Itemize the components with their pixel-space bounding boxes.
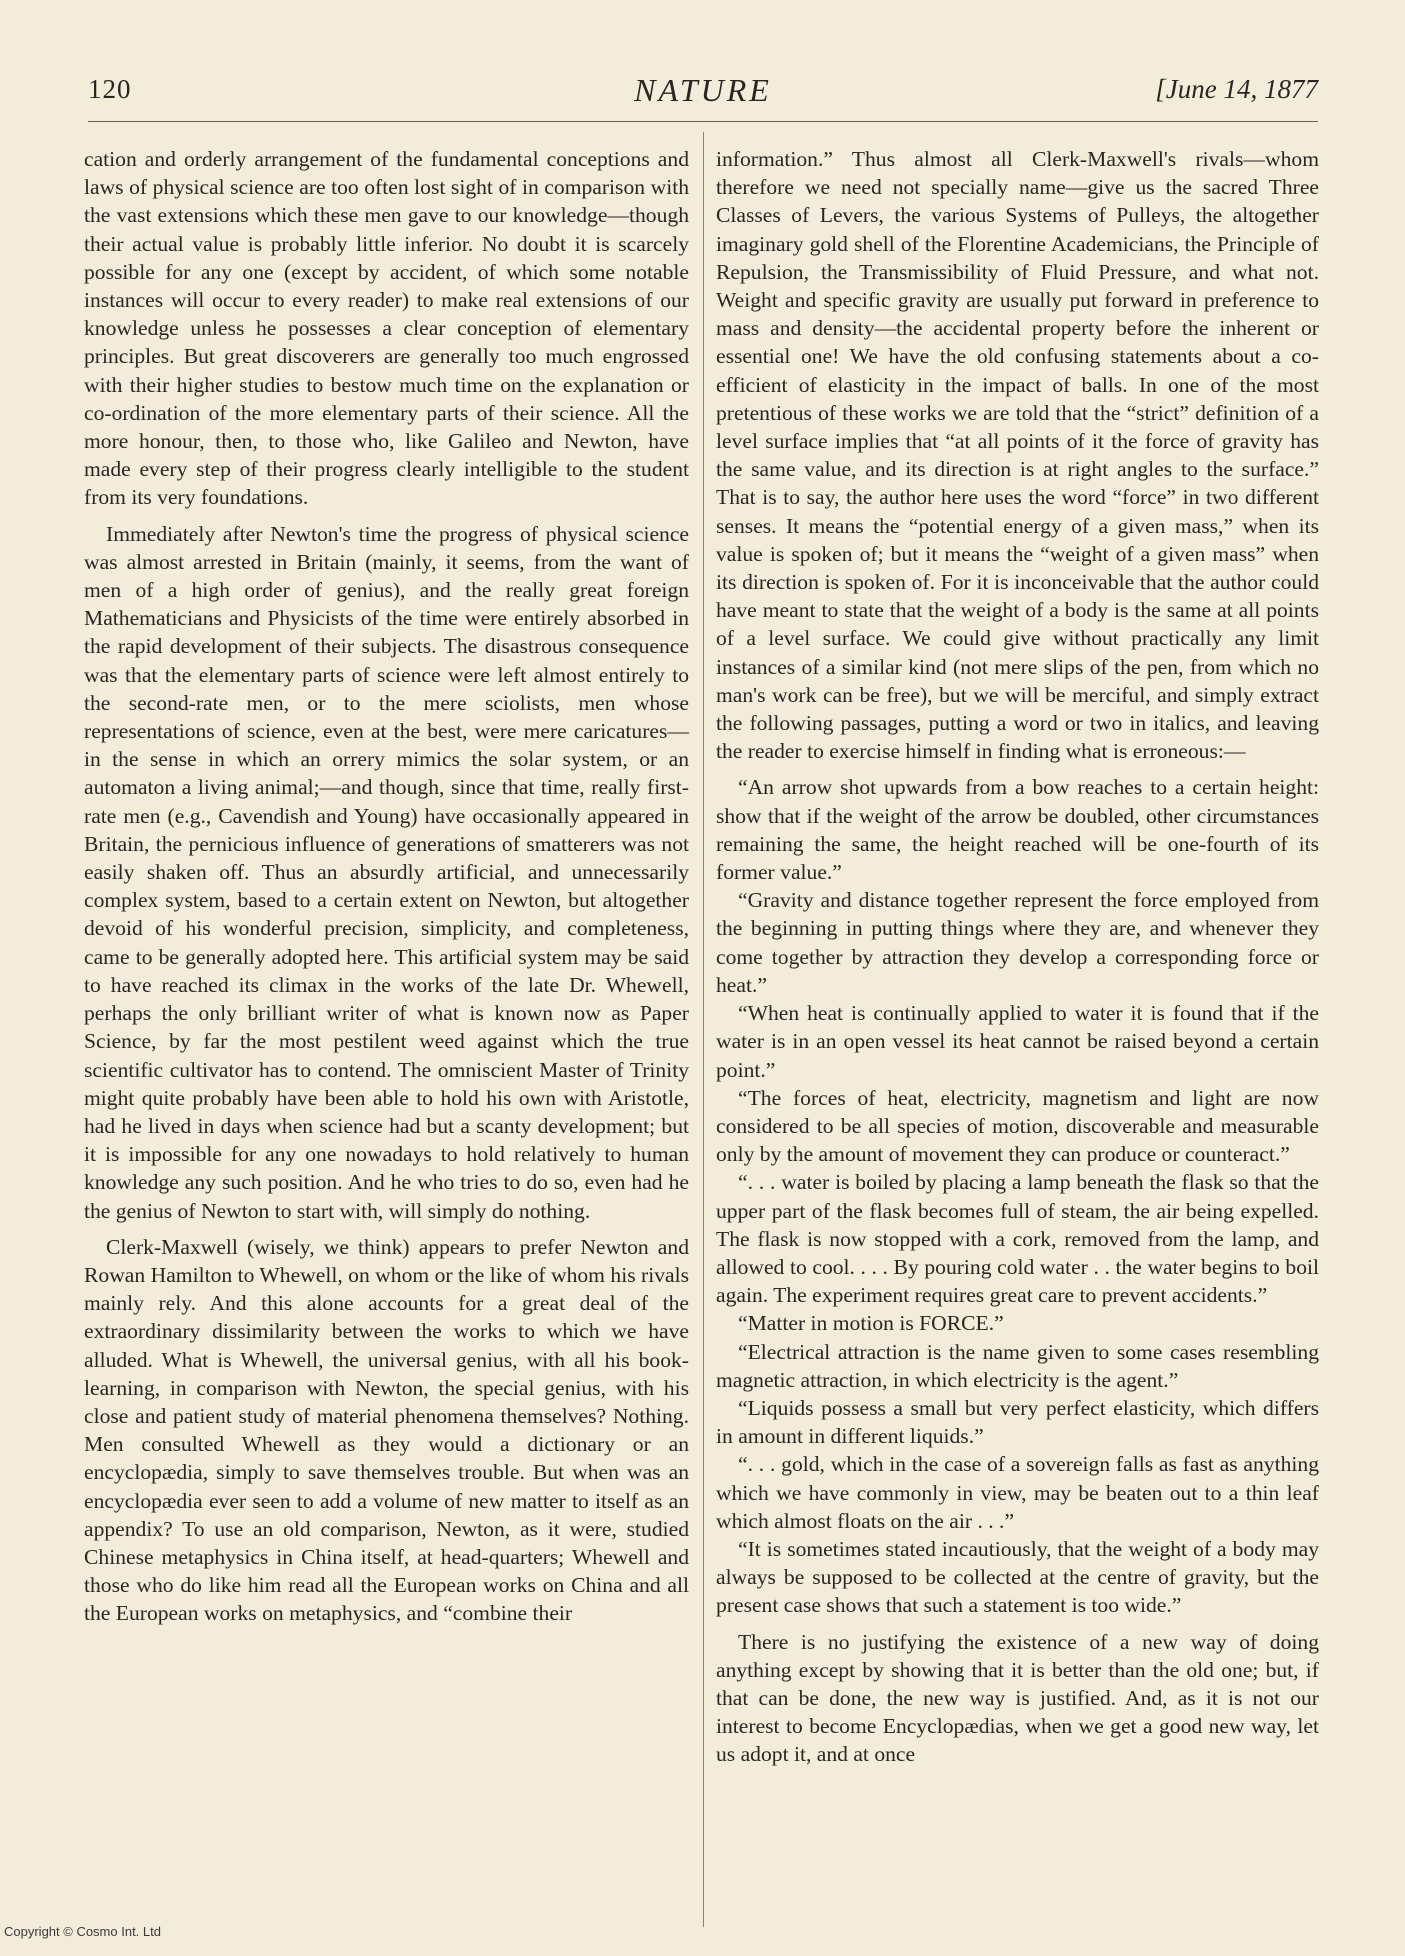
issue-date: [June 14, 1877 bbox=[1155, 74, 1318, 104]
quotation: “. . . water is boiled by placing a lamp beneath the flask so that the upper part of the flask becomes full of steam, the air being expelled. The flask is now stopped with a cork, removed from the lamp, and allowed to cool. . . . By pouring cold water . . the water begins to boil again. The experiment requires great care to prevent accidents.” bbox=[716, 1170, 1319, 1308]
left-column bbox=[84, 145, 689, 1628]
column-divider bbox=[703, 132, 704, 1927]
paragraph: There is no justifying the existence of a new way of doing anything except by showing that it is better than the old one; but, if that can be done, the new way is justified. And, as it is not our interest to become Encyclopædias, when we get a good new way, let us adopt it, and at once bbox=[716, 1629, 1319, 1767]
right-column bbox=[716, 145, 1319, 1769]
journal-title: NATURE bbox=[634, 72, 772, 108]
paragraph: information.” Thus almost all Clerk-Maxwell's rivals—whom therefore we need not specially name—give us the sacred Three Classes of Levers, the various Systems of Pulleys, the altogether imaginary gold shell of the Florentine Academicians, the Principle of Repulsion, the Transmissibility of Fluid Pressure, and what not. Weight and specific gravity are usually put forward in preference to mass and density—the accidental property before the inherent or essential one! We have the old confusing statements about a co-efficient of elasticity in the impact of balls. In one of the most pretentious of these works we are told that the “strict” definition of a level surface implies that “at all points of it the force of gravity has the same value, and its direction is at right angles to the surface.” That is to say, the author here uses the word “force” in two different senses. It means the “potential energy of a given mass,” when its value is spoken of; but it means the “weight of a given mass” when its direction is spoken of. For it is inconceivable that the author could have meant to state that the weight of a body is the same at all points of a level surface. We could give without practically any limit instances of a similar kind (not mere slips of the pen, from which no man's work can be free), but we will be merciful, and simply extract the following passages, putting a word or two in italics, and leaving the reader to exercise himself in finding what is erroneous:— bbox=[716, 147, 1319, 764]
quotation: “Matter in motion is FORCE.” bbox=[738, 1311, 1004, 1336]
quotation: “. . . gold, which in the case of a sovereign falls as fast as anything which we have commonly in view, may be beaten out to a thin leaf which almost floats on the air . . .” bbox=[716, 1452, 1319, 1533]
paragraph: Immediately after Newton's time the progress of physical science was almost arrested in Britain (mainly, it seems, from the want of men of a high order of genius), and the really great foreign Mathematicians and Physicists of the time were entirely absorbed in the rapid development of their subjects. The disastrous consequence was that the elementary parts of science were left almost entirely to the second-rate men, or to the mere sciolists, men whose representations of science, even at the best, were mere caricatures—in the sense in which an orrery mimics the solar system, or an automaton a living animal;—and though, since that time, really first-rate men (e.g., Cavendish and Young) have occasionally appeared in Britain, the pernicious influence of generations of smatterers was not easily shaken off. Thus an absurdly artificial, and unnecessarily complex system, based to a certain extent on Newton, but altogether devoid of his wonderful precision, simplicity, and completeness, came to be generally adopted here. This artificial system may be said to have reached its climax in the works of the late Dr. Whewell, perhaps the only brilliant writer of what is known now as Paper Science, by far the most pestilent weed against which the true scientific cultivator has to contend. The omniscient Master of Trinity might quite probably have been able to hold his own with Aristotle, had he lived in days when science had but a scanty development; but it is impossible for any one nowadays to hold relatively to human knowledge any such position. And he who tries to do so, even had he the genius of Newton to start with, will simply do nothing. bbox=[84, 521, 689, 1223]
quotation: “When heat is continually applied to water it is found that if the water is in an open vessel its heat cannot be raised beyond a certain point.” bbox=[716, 1001, 1319, 1082]
quotation: “It is sometimes stated incautiously, that the weight of a body may always be supposed to be collected at the centre of gravity, but the present case shows that such a statement is too wide.” bbox=[716, 1536, 1319, 1618]
paragraph: Clerk-Maxwell (wisely, we think) appears to prefer Newton and Rowan Hamilton to Whewell, on whom or the like of whom his rivals mainly rely. And this alone accounts for a great deal of the extraordinary dissimilarity between the works to which we have alluded. What is Whewell, the universal genius, with all his book-learning, in comparison with Newton, the special genius, with his close and patient study of material phenomena themselves? Nothing. Men consulted Whewell as they would a dictionary or an encyclopædia, simply to save themselves trouble. But when was an encyclopædia ever seen to add a volume of new matter to itself as an appendix? To use an old comparison, Newton, as it were, studied Chinese metaphysics in China itself, at head-quarters; Whewell and those who do like him read all the European works on China and all the European works on metaphysics, and “combine their bbox=[84, 1234, 689, 1626]
quotation: “Gravity and distance together represent the force employed from the beginning in putting things where they are, and whenever they come together by attraction they develop a corresponding force or heat.” bbox=[716, 888, 1319, 997]
quotation: “Liquids possess a small but very perfect elasticity, which differs in amount in different liquids.” bbox=[716, 1395, 1319, 1449]
quotation: “The forces of heat, electricity, magnetism and light are now considered to be all species of motion, discoverable and measurable only by the amount of movement they can produce or counteract.” bbox=[716, 1085, 1319, 1167]
paragraph: cation and orderly arrangement of the fundamental conceptions and laws of physical science are too often lost sight of in comparison with the vast extensions which these men gave to our knowledge—though their actual value is probably little inferior. No doubt it is scarcely possible for any one (except by accident, of which some notable instances will occur to every reader) to make real extensions of our knowledge unless he possesses a clear conception of elementary principles. But great discoverers are generally too much engrossed with their higher studies to bestow much time on the explanation or co-ordination of the more elementary parts of their science. All the more honour, then, to those who, like Galileo and Newton, have made every step of their progress clearly intelligible to the student from its very foundations. bbox=[84, 147, 689, 510]
copyright-watermark: Copyright © Cosmo Int. Ltd bbox=[4, 1924, 161, 1939]
page-header bbox=[88, 72, 1318, 116]
quotation: “An arrow shot upwards from a bow reaches to a certain height: show that if the weight of the arrow be doubled, other circumstances remaining the same, the height reached will be one-fourth of its former value.” bbox=[716, 775, 1319, 885]
quotation: “Electrical attraction is the name given to some cases resembling magnetic attraction, in which electricity is the agent.” bbox=[716, 1339, 1319, 1392]
header-rule bbox=[88, 121, 1318, 122]
page-number: 120 bbox=[88, 74, 132, 104]
